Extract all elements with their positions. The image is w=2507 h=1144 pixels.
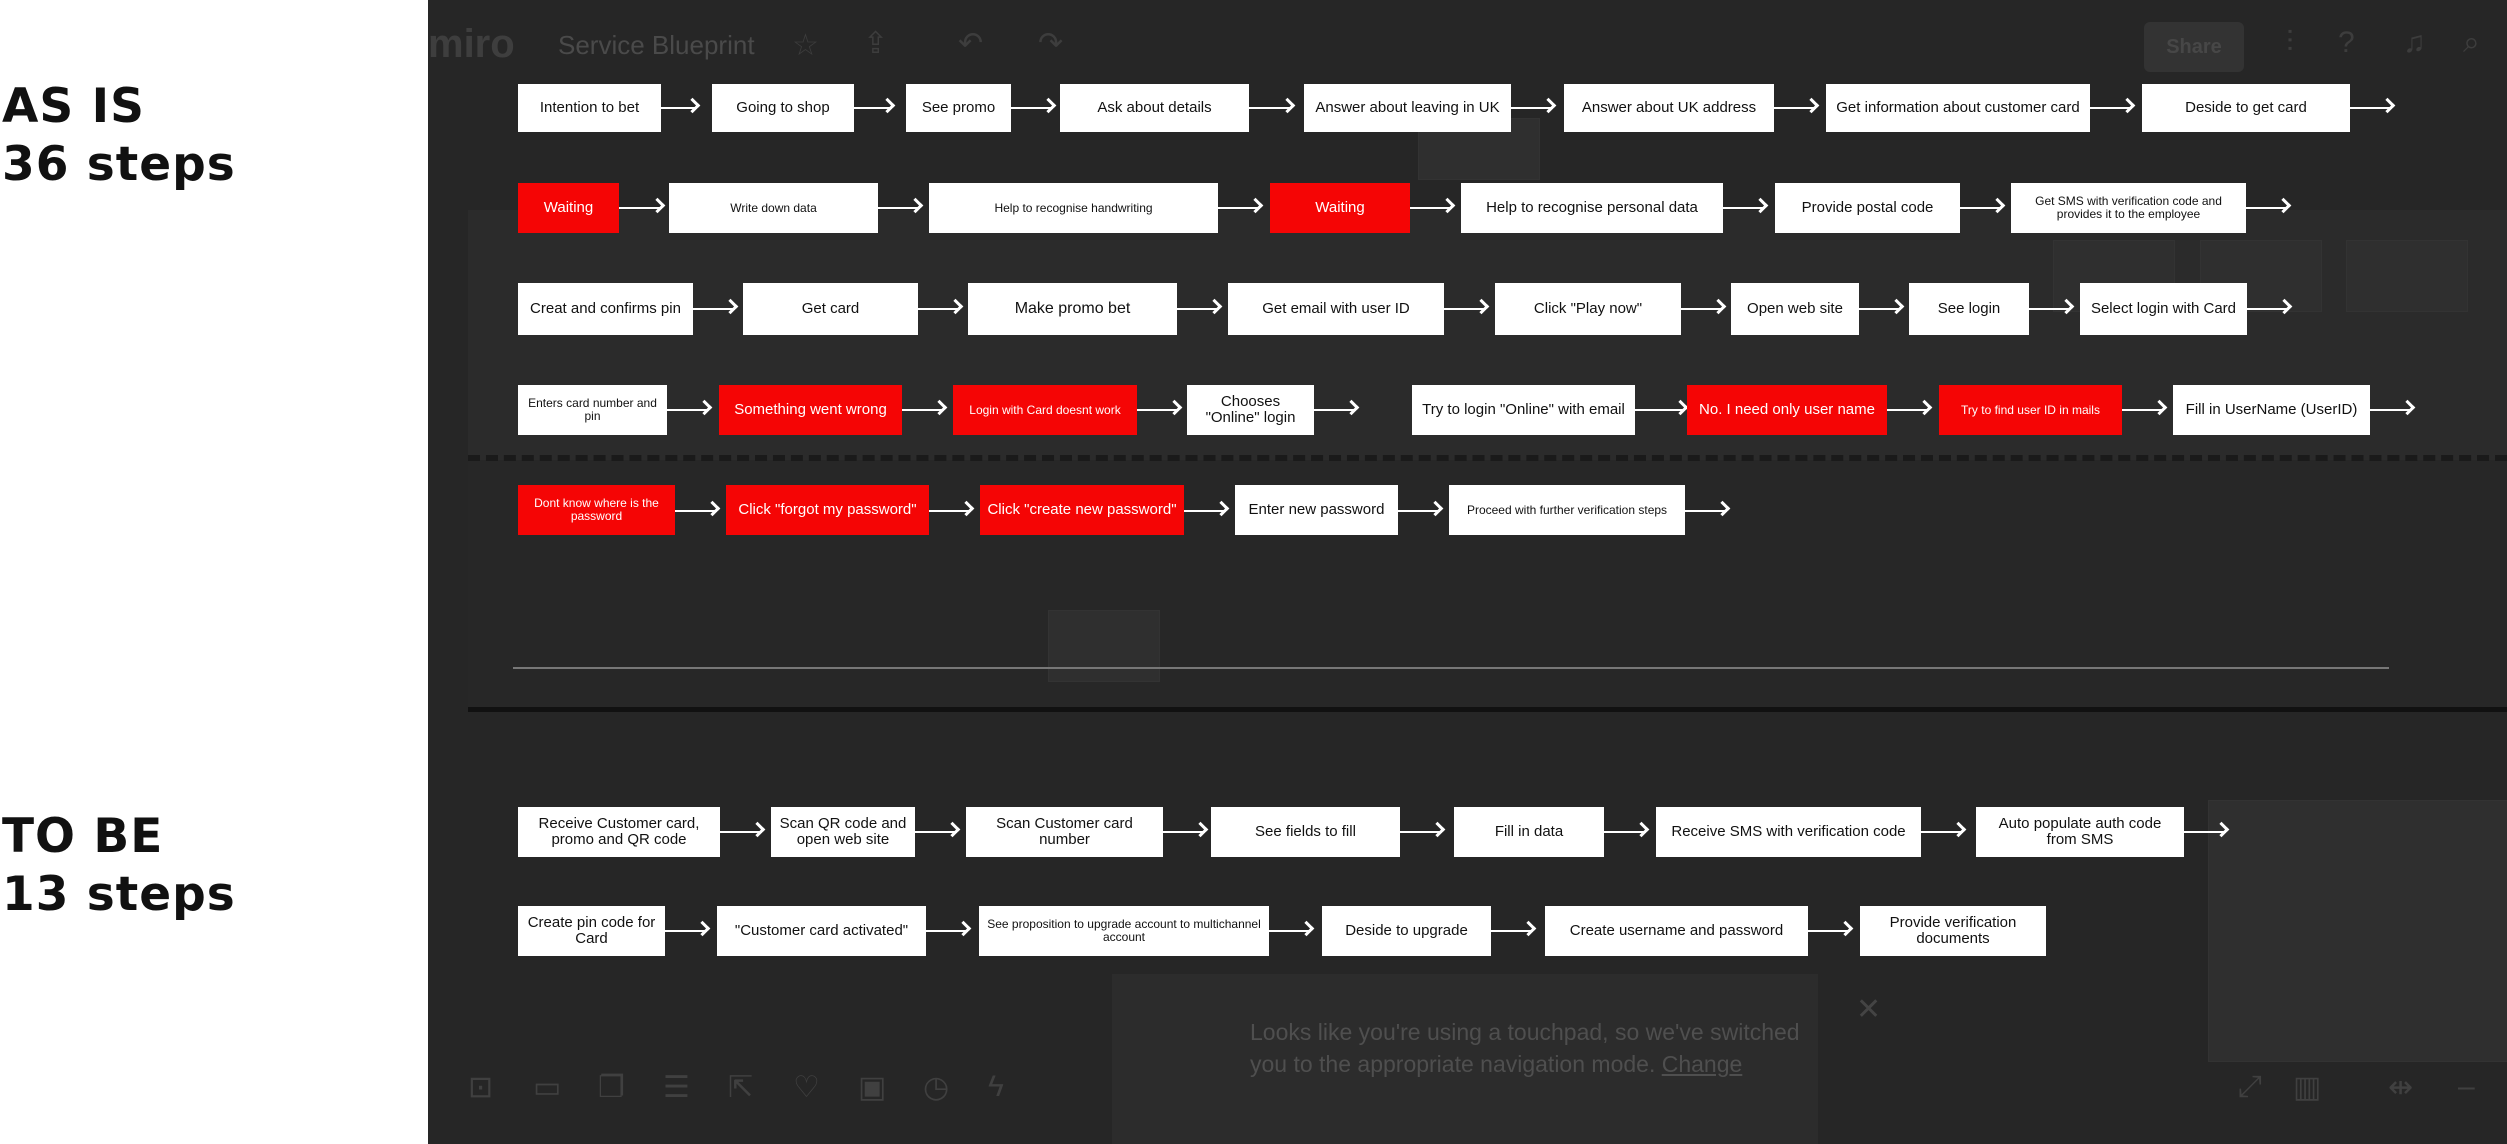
undo-icon: ↶	[958, 27, 984, 60]
step-receive-sms-with-verification-code[interactable]: Receive SMS with verification code	[1656, 807, 1921, 857]
step-see-promo[interactable]: See promo	[906, 84, 1011, 132]
search-icon: ⌕	[2463, 26, 2480, 59]
left-panel	[0, 0, 428, 1144]
flow-arrow	[878, 207, 920, 209]
step-something-went-wrong[interactable]: Something went wrong	[719, 385, 902, 435]
to-be-step-count: 13 steps	[2, 867, 236, 922]
step-get-email-with-user-id[interactable]: Get email with user ID	[1228, 283, 1444, 335]
step-select-login-with-card[interactable]: Select login with Card	[2080, 283, 2247, 335]
board-canvas[interactable]	[428, 0, 2507, 1144]
cards-icon[interactable]: ❐	[598, 1071, 625, 1104]
flow-arrow	[1511, 107, 1553, 109]
flow-arrow	[1249, 107, 1292, 109]
close-icon[interactable]: ✕	[1856, 993, 1882, 1026]
as-is-step-count: 36 steps	[2, 137, 236, 192]
step-provide-verification-documents[interactable]: Provide verification documents	[1860, 906, 2046, 956]
timer-icon[interactable]: ◷	[923, 1071, 950, 1104]
flow-arrow	[2029, 308, 2071, 310]
ghost-sticky	[2346, 240, 2468, 312]
flow-arrow	[1444, 308, 1486, 310]
flow-arrow	[929, 510, 971, 512]
fullscreen-icon[interactable]: ⤢	[2238, 1070, 2262, 1103]
toast-text: Looks like you're using a touchpad, so we've switched you to the appropriate navigation mode.	[1250, 1019, 1800, 1077]
as-is-to-be-divider	[513, 667, 2389, 669]
flow-arrow	[619, 207, 662, 209]
flow-arrow	[2246, 207, 2288, 209]
flow-arrow	[854, 107, 892, 109]
flow-arrow	[720, 831, 762, 833]
minimap-panel	[2208, 800, 2507, 1062]
flow-arrow	[1163, 831, 1205, 833]
fit-width-icon[interactable]: ⇹	[2388, 1071, 2414, 1104]
flow-arrow	[1137, 409, 1179, 411]
video-icon[interactable]: ▣	[858, 1071, 887, 1104]
step-enter-new-password[interactable]: Enter new password	[1235, 485, 1398, 535]
flow-arrow	[1681, 308, 1723, 310]
step-customer-card-activated[interactable]: "Customer card activated"	[717, 906, 926, 956]
flow-arrow	[667, 409, 709, 411]
step-see-proposition-to-upgrade-account[interactable]: See proposition to upgrade account to multichannel account	[979, 906, 1269, 956]
as-is-heading	[2, 78, 236, 194]
step-click-play-now[interactable]: Click "Play now"	[1495, 283, 1681, 335]
flow-arrow	[2090, 107, 2132, 109]
flow-arrow	[1960, 207, 2002, 209]
step-click-create-new-password[interactable]: Click "create new password"	[980, 485, 1184, 535]
step-waiting[interactable]: Waiting	[518, 183, 619, 233]
step-get-card[interactable]: Get card	[743, 283, 918, 335]
like-icon[interactable]: ♡	[793, 1071, 820, 1104]
step-see-login[interactable]: See login	[1909, 283, 2029, 335]
step-answer-about-uk-address[interactable]: Answer about UK address	[1564, 84, 1774, 132]
step-deside-to-upgrade[interactable]: Deside to upgrade	[1322, 906, 1491, 956]
flow-arrow	[1774, 107, 1816, 109]
flow-arrow	[1400, 831, 1442, 833]
settings-sliders-icon: ⫶	[2286, 26, 2294, 59]
list-icon[interactable]: ☰	[663, 1071, 690, 1104]
flow-arrow	[1723, 207, 1765, 209]
step-ask-about-details[interactable]: Ask about details	[1060, 84, 1249, 132]
bell-icon: ♫	[2403, 26, 2426, 59]
flow-arrow	[2370, 409, 2412, 411]
step-get-information-about-customer-card[interactable]: Get information about customer card	[1826, 84, 2090, 132]
step-going-to-shop[interactable]: Going to shop	[712, 84, 854, 132]
flow-arrow	[1218, 207, 1260, 209]
help-icon: ?	[2338, 26, 2355, 59]
board-title: Service Blueprint	[558, 30, 755, 60]
step-auto-populate-auth-code-from-sms[interactable]: Auto populate auth code from SMS	[1976, 807, 2184, 857]
step-write-down-data[interactable]: Write down data	[669, 183, 878, 233]
step-create-pin-code-for-card[interactable]: Create pin code for Card	[518, 906, 665, 956]
step-answer-about-leaving-in-uk[interactable]: Answer about leaving in UK	[1304, 84, 1511, 132]
flow-arrow	[1604, 831, 1646, 833]
zoom-out-icon[interactable]: –	[2458, 1070, 2475, 1103]
step-help-to-recognise-personal-data[interactable]: Help to recognise personal data	[1461, 183, 1723, 233]
step-get-sms-with-verification-code[interactable]: Get SMS with verification code and provides it to the employee	[2011, 183, 2246, 233]
share-button[interactable]: Share	[2144, 22, 2244, 72]
toast-change-link[interactable]: Change	[1661, 1051, 1743, 1077]
flow-arrow	[693, 308, 735, 310]
step-scan-customer-card-number[interactable]: Scan Customer card number	[966, 807, 1163, 857]
step-no-i-need-only-user-name[interactable]: No. I need only user name	[1687, 385, 1887, 435]
step-dont-know-where-is-the-password[interactable]: Dont know where is the password	[518, 485, 675, 535]
lightning-icon[interactable]: ϟ	[988, 1070, 1004, 1103]
to-be-title: TO BE	[2, 809, 164, 864]
flow-arrow	[902, 409, 944, 411]
flow-arrow	[1887, 409, 1929, 411]
step-help-to-recognise-handwriting[interactable]: Help to recognise handwriting	[929, 183, 1218, 233]
step-enters-card-number-and-pin[interactable]: Enters card number and pin	[518, 385, 667, 435]
ghost-sticky	[1048, 610, 1160, 682]
step-create-username-and-password[interactable]: Create username and password	[1545, 906, 1808, 956]
flow-arrow	[1011, 107, 1053, 109]
flow-arrow	[1398, 510, 1440, 512]
map-icon[interactable]: ▥	[2293, 1071, 2322, 1104]
flow-arrow	[1808, 930, 1850, 932]
flow-arrow	[1491, 930, 1533, 932]
flow-arrow	[1177, 308, 1219, 310]
step-open-web-site[interactable]: Open web site	[1731, 283, 1859, 335]
step-deside-to-get-card[interactable]: Deside to get card	[2142, 84, 2350, 132]
flow-arrow	[1269, 930, 1311, 932]
flow-arrow	[661, 107, 697, 109]
export-icon: ⇪	[863, 27, 889, 60]
as-is-title: AS IS	[2, 79, 145, 134]
flow-arrow	[1921, 831, 1963, 833]
flow-arrow	[1410, 207, 1452, 209]
step-scan-qr-code-and-open-web-site[interactable]: Scan QR code and open web site	[771, 807, 915, 857]
flow-arrow	[1685, 510, 1727, 512]
app-logo: miro	[428, 22, 515, 66]
step-waiting[interactable]: Waiting	[1270, 183, 1410, 233]
to-be-heading	[2, 808, 236, 924]
comment-icon[interactable]: ▭	[533, 1071, 562, 1104]
flow-arrow	[665, 930, 707, 932]
step-try-to-login-online-with-email[interactable]: Try to login "Online" with email	[1412, 385, 1635, 435]
star-icon: ☆	[792, 29, 819, 62]
step-intention-to-bet[interactable]: Intention to bet	[518, 84, 661, 132]
step-click-forgot-my-password[interactable]: Click "forgot my password"	[726, 485, 929, 535]
step-provide-postal-code[interactable]: Provide postal code	[1775, 183, 1960, 233]
redo-icon: ↷	[1038, 27, 1064, 60]
flow-arrow	[675, 510, 717, 512]
flow-arrow	[1314, 409, 1356, 411]
toast-message	[1250, 1016, 1810, 1080]
step-proceed-with-further-verification-steps[interactable]: Proceed with further verification steps	[1449, 485, 1685, 535]
step-chooses-online-login[interactable]: Chooses "Online" login	[1187, 385, 1314, 435]
step-fill-in-username[interactable]: Fill in UserName (UserID)	[2173, 385, 2370, 435]
flow-arrow	[1635, 409, 1685, 411]
step-login-with-card-doesnt-work[interactable]: Login with Card doesnt work	[953, 385, 1137, 435]
step-receive-customer-card-promo-and-qr[interactable]: Receive Customer card, promo and QR code	[518, 807, 720, 857]
flow-arrow	[2247, 308, 2289, 310]
step-try-to-find-user-id-in-mails[interactable]: Try to find user ID in mails	[1939, 385, 2122, 435]
line-of-visibility	[468, 707, 2507, 712]
flow-arrow	[2122, 409, 2164, 411]
flow-arrow	[1859, 308, 1901, 310]
step-see-fields-to-fill[interactable]: See fields to fill	[1211, 807, 1400, 857]
step-make-promo-bet[interactable]: Make promo bet	[968, 283, 1177, 335]
flow-arrow	[2184, 831, 2226, 833]
frame-icon[interactable]: ⊡	[468, 1071, 494, 1104]
open-icon[interactable]: ⇱	[728, 1071, 754, 1104]
flow-arrow	[915, 831, 957, 833]
step-fill-in-data[interactable]: Fill in data	[1454, 807, 1604, 857]
flow-arrow	[1184, 510, 1226, 512]
flow-arrow	[926, 930, 968, 932]
step-creat-and-confirms-pin[interactable]: Creat and confirms pin	[518, 283, 693, 335]
flow-arrow	[918, 308, 960, 310]
line-of-interaction	[468, 455, 2507, 461]
flow-arrow	[2350, 107, 2392, 109]
